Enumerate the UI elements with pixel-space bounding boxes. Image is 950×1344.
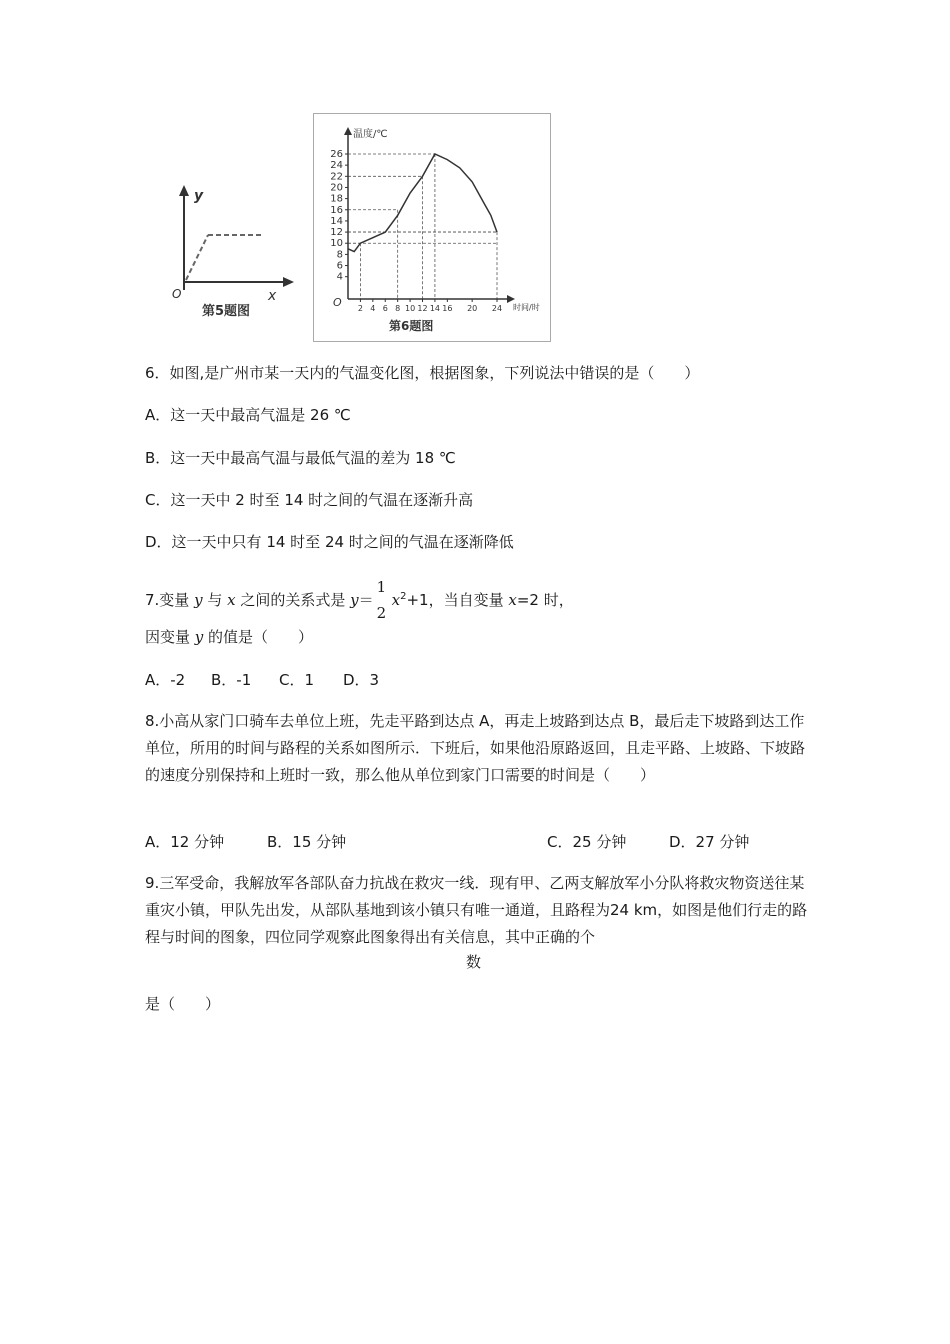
fig6-y-tick-label: 4 xyxy=(336,271,343,283)
q7-stem: 7.变量 y 与 x 之间的关系式是 y＝ 1 2 $x^2+1$，当自变量 x=2 时， xyxy=(145,577,574,622)
fig6-x-tick-label: 24 xyxy=(491,304,503,313)
q8-options xyxy=(145,832,749,852)
fig5-caption: 第5题图 xyxy=(202,304,251,319)
fig6-x-label: 时间/时 xyxy=(513,303,540,312)
q6-option-d: D．这一天中只有 14 时至 24 时之间的气温在逐渐降低 xyxy=(145,533,514,551)
fig5-y-label: y xyxy=(194,188,204,204)
q6-option-c: C．这一天中 2 时至 14 时之间的气温在逐渐升高 xyxy=(145,491,474,509)
fig6-y-tick-label: 10 xyxy=(330,238,343,250)
q7-option-c: C．1 xyxy=(279,671,315,689)
q8-option-d: D．27 分钟 xyxy=(669,833,750,851)
q7-options xyxy=(145,670,379,690)
q7-option-a: A．-2 xyxy=(145,671,186,689)
q8-option-a: A．12 分钟 xyxy=(145,833,225,851)
q9-stem: 9.三军受命，我解放军各部队奋力抗战在救灾一线．现有甲、乙两支解放军小分队将救灾物资送往某重灾小镇，甲队先出发，从部队基地到该小镇只有唯一通道，且路程为24 km，如图是他们行走的路程与时间的图象，四位同学观察此图象得出有关信息，其中正确的个 xyxy=(145,874,808,946)
fig6-x-tick-label: 16 xyxy=(442,304,453,313)
fig6-y-tick-label: 18 xyxy=(330,193,343,205)
fig6-x-tick-label: 8 xyxy=(395,304,401,313)
fig6-x-tick-label: 6 xyxy=(382,304,388,313)
q6-stem: 6．如图,是广州市某一天内的气温变化图，根据图象，下列说法中错误的是（ ） xyxy=(145,364,700,382)
q8-stem: 8.小高从家门口骑车去单位上班，先走平路到达点 A，再走上坡路到达点 B，最后走下坡路到达工作单位，所用的时间与路程的关系如图所示．下班后，如果他沿原路返回，且走平路、上坡路、下坡路的速度分别保持和上班时一致，那么他从单位到家门口需要的时间是（ ） xyxy=(145,712,806,784)
fig6-x-tick-label: 12 xyxy=(417,304,428,313)
fig5-dash-rise xyxy=(186,235,208,280)
fig6-x-tick-label: 4 xyxy=(370,304,376,313)
fig6-y-tick-label: 16 xyxy=(330,204,343,216)
q6-option-a: A．这一天中最高气温是 26 ℃ xyxy=(145,406,351,424)
fig5-x-arrow xyxy=(283,277,294,287)
q7-fraction: 1 2 xyxy=(376,577,387,622)
q6-option-b: B．这一天中最高气温与最低气温的差为 18 ℃ xyxy=(145,449,456,467)
fig6-y-tick-label: 20 xyxy=(330,182,343,194)
fig6-y-tick-label: 8 xyxy=(336,249,343,261)
fig6-y-tick-label: 6 xyxy=(336,260,343,272)
figure-5 xyxy=(160,180,310,325)
fig6-x-tick-label: 14 xyxy=(429,304,441,313)
fig6-y-tick-label: 26 xyxy=(330,149,343,160)
fig6-x-tick-label: 2 xyxy=(357,304,363,313)
fig6-y-tick-label: 22 xyxy=(330,171,343,183)
q8-option-c: C．25 分钟 xyxy=(547,833,627,851)
q9-stem-center: 数 xyxy=(466,953,482,971)
fig6-caption: 第6题图 xyxy=(389,319,434,333)
q7-line2: 因变量 y 的值是（ ） xyxy=(145,628,314,646)
fig5-x-label: x xyxy=(268,288,277,304)
fig5-y-arrow xyxy=(179,185,189,196)
figure-6 xyxy=(313,113,551,342)
fig6-y-tick-label: 12 xyxy=(330,227,343,239)
q9-stem-tail: 是（ ） xyxy=(145,995,221,1013)
fig6-y-tick-label: 14 xyxy=(330,215,343,227)
fig6-x-tick-label: 20 xyxy=(467,304,478,313)
q7-option-b: B．-1 xyxy=(211,671,252,689)
fig6-x-tick-label: 10 xyxy=(404,304,416,313)
fig6-y-label: 温度/℃ xyxy=(353,129,388,140)
fig6-origin: O xyxy=(333,296,342,309)
fig5-origin: O xyxy=(172,287,182,301)
q7-option-d: D．3 xyxy=(343,671,380,689)
fig6-y-tick-label: 24 xyxy=(330,160,343,172)
q8-option-b: B．15 分钟 xyxy=(267,833,347,851)
